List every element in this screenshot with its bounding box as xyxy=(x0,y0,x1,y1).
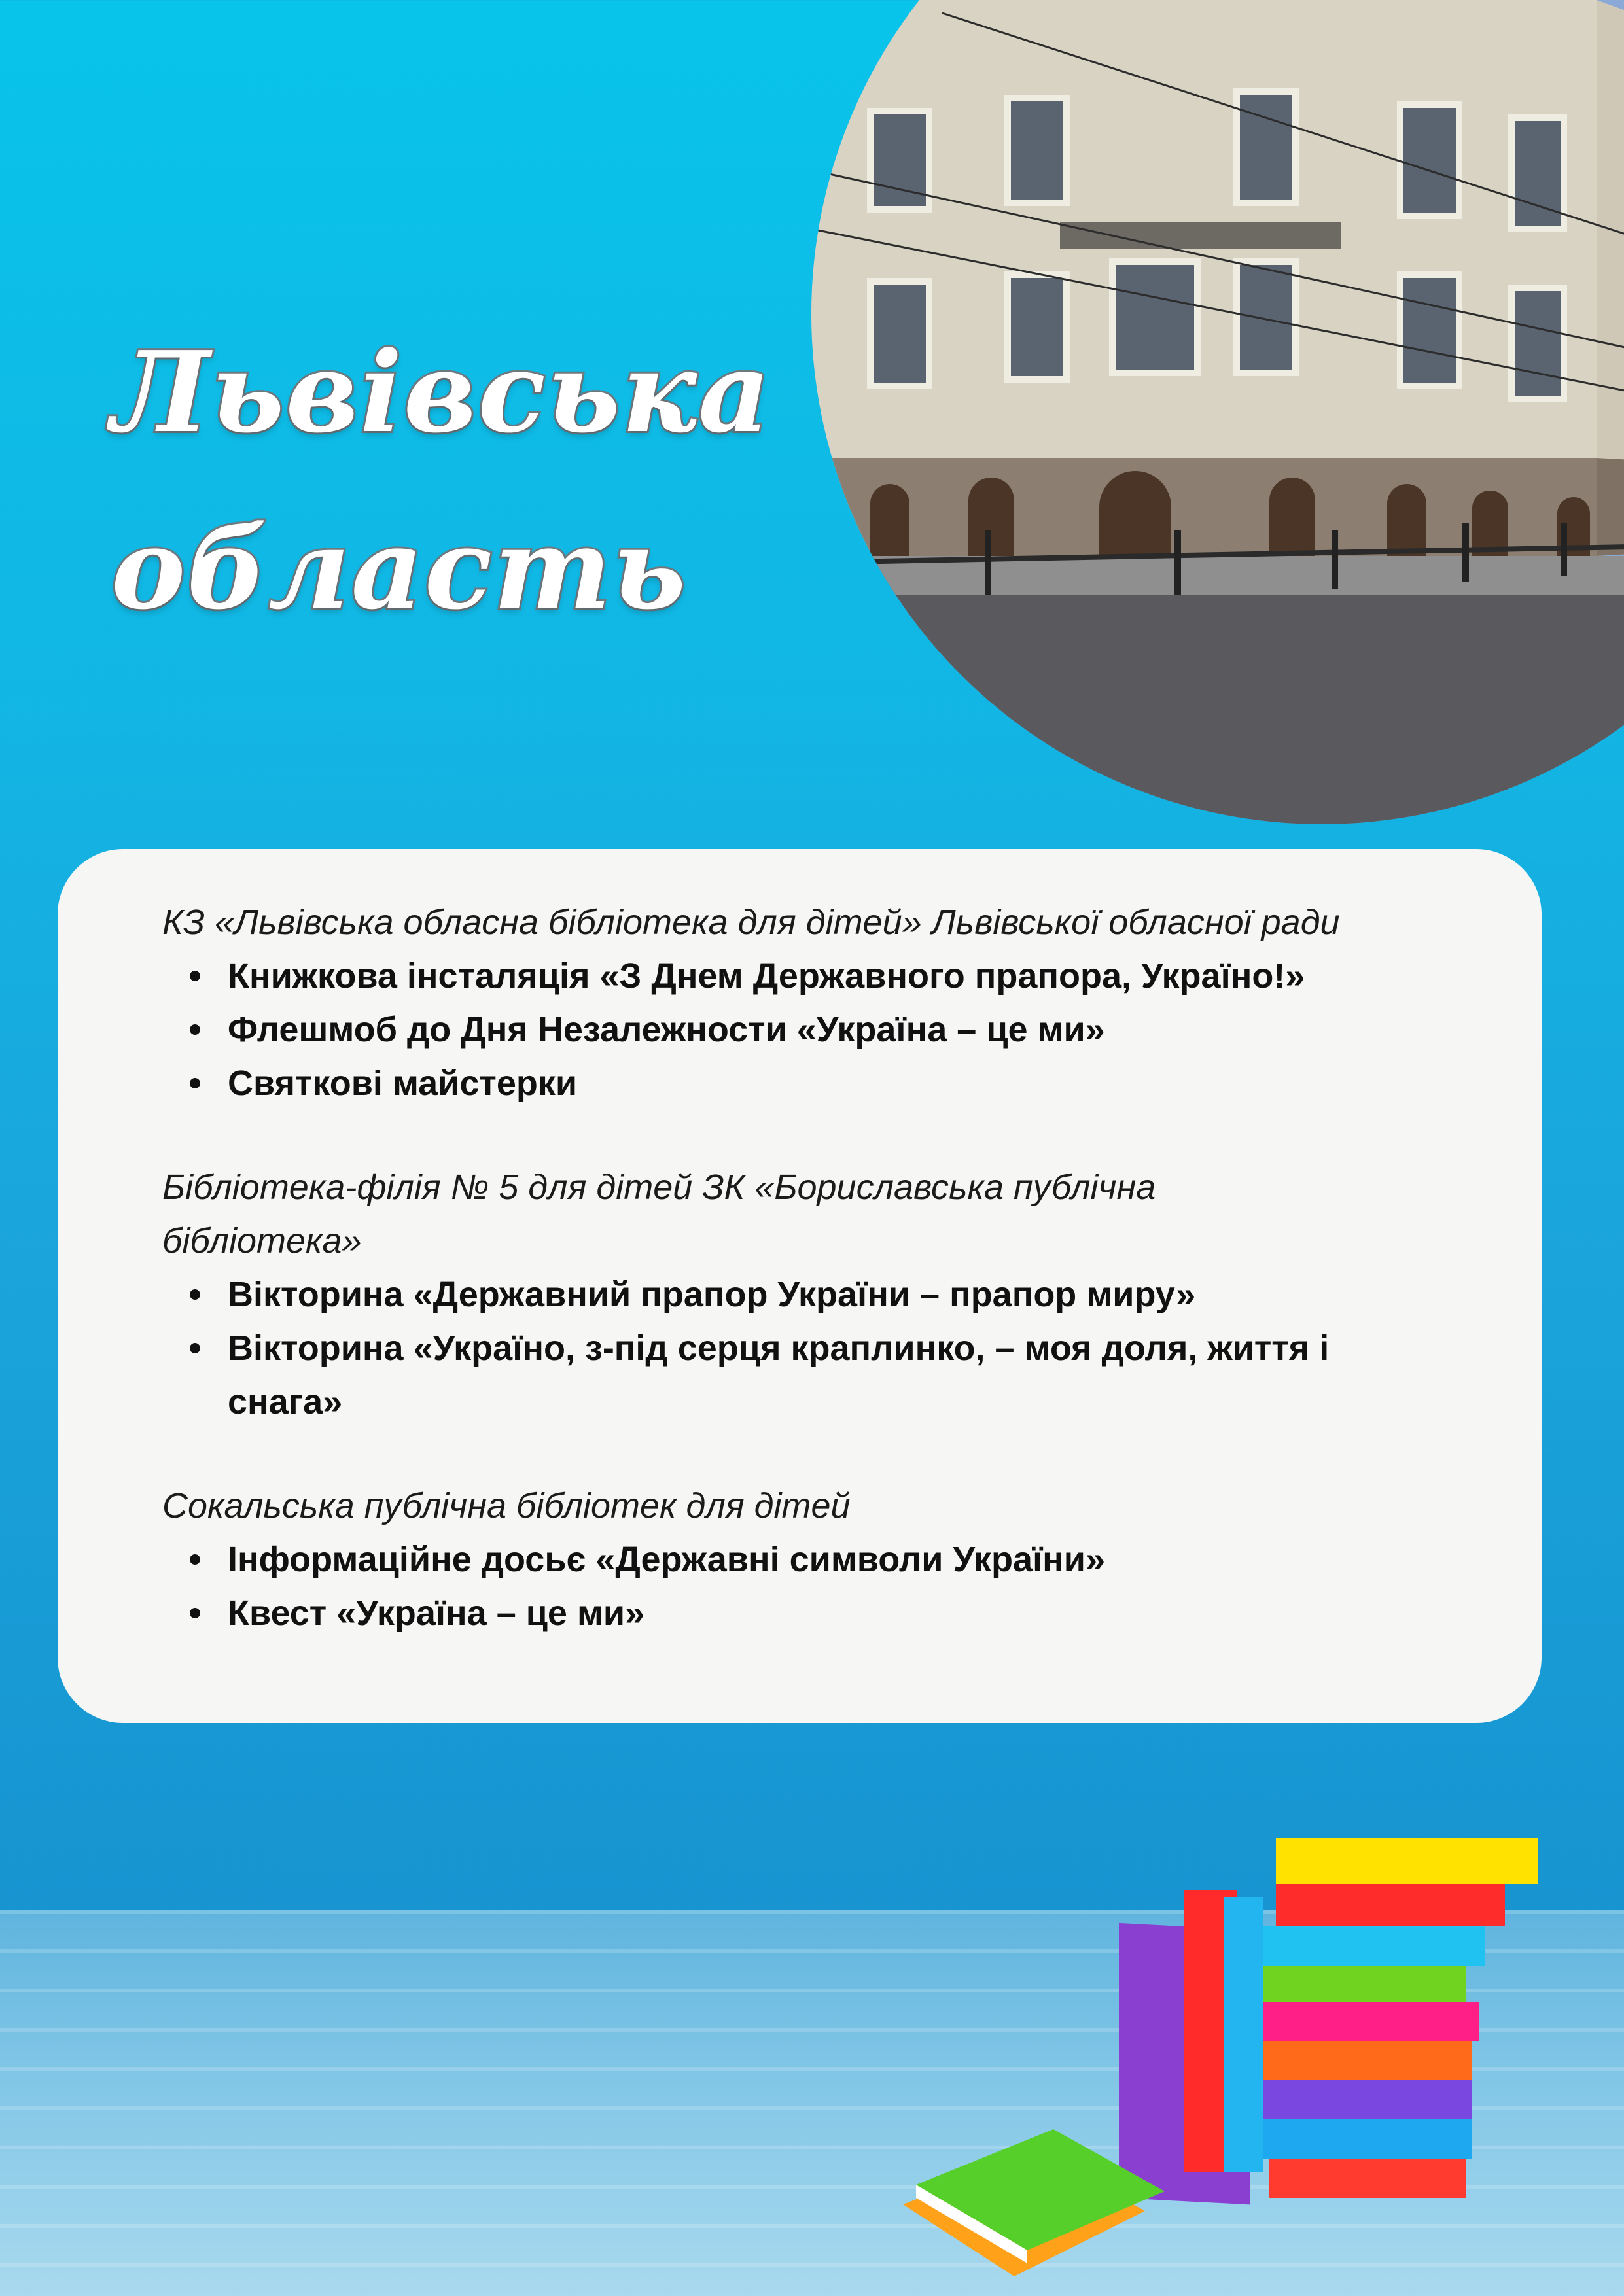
library-building-photo xyxy=(811,0,1624,824)
bullet-icon xyxy=(190,1289,200,1300)
list-item-text: Вікторина «Державний прапор України – прапор миру» xyxy=(228,1275,1196,1314)
list-item xyxy=(162,1003,1471,1056)
list-item-text: Книжкова інсталяція «З Днем Державного прапора, Україно!» xyxy=(228,956,1305,996)
book-stack-right xyxy=(1237,1838,1538,2198)
page-title-line-2: область xyxy=(111,504,688,635)
section-1-list xyxy=(162,949,1471,1110)
bullet-icon xyxy=(190,1608,200,1618)
book-stack-illustration xyxy=(870,1792,1624,2296)
list-item-text: Флешмоб до Дня Незалежности «Україна – це ми» xyxy=(228,1010,1105,1049)
bullet-icon xyxy=(190,1024,200,1035)
list-item-text: Інформаційне досьє «Державні символи України» xyxy=(228,1540,1106,1579)
section-1-heading xyxy=(162,896,1471,949)
list-item xyxy=(162,949,1471,1003)
bullet-icon xyxy=(190,971,200,981)
section-2-heading xyxy=(162,1160,1471,1268)
list-item xyxy=(162,1321,1471,1429)
section-3-list xyxy=(162,1533,1471,1640)
section-2-list xyxy=(162,1268,1471,1429)
bullet-icon xyxy=(190,1343,200,1353)
list-item xyxy=(162,1586,1471,1640)
section-3-heading xyxy=(162,1479,1471,1533)
list-item-text-continued: снага» xyxy=(228,1382,343,1421)
page-title-line-1: Львівська xyxy=(111,327,772,458)
bullet-icon xyxy=(190,1078,200,1088)
list-item-text: Святкові майстерки xyxy=(228,1064,578,1103)
section-2-heading-line-1: Бібліотека-філія № 5 для дітей ЗК «Бориславська публічна xyxy=(162,1168,1156,1207)
list-item-text: Вікторина «Україно, з-під серця краплинко, – моя доля, життя і xyxy=(228,1329,1330,1368)
section-3-heading-line-1: Сокальська публічна бібліотек для дітей xyxy=(162,1486,851,1525)
list-item xyxy=(162,1056,1471,1110)
bullet-icon xyxy=(190,1554,200,1565)
book-standing xyxy=(1119,1890,1263,2204)
list-item-text: Квест «Україна – це ми» xyxy=(228,1593,645,1633)
section-1-heading-line-1: КЗ «Львівська обласна бібліотека для дітей» Львівської обласної ради xyxy=(162,903,1340,942)
list-item xyxy=(162,1533,1471,1586)
list-item xyxy=(162,1268,1471,1321)
section-2-heading-line-2: бібліотека» xyxy=(162,1221,362,1261)
